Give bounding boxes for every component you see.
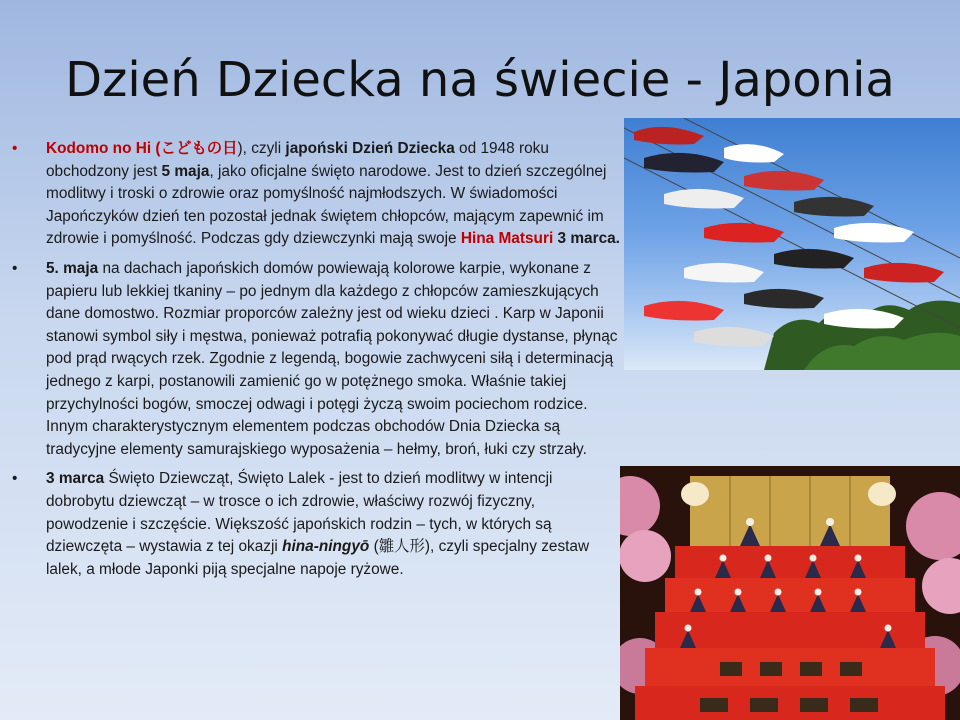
text-segment: 5. maja xyxy=(46,259,99,277)
text-segment: Kodomo no Hi ( xyxy=(46,140,161,157)
bullet-item-kodomo-no-hi xyxy=(10,138,620,251)
text-segment: 3 marca. xyxy=(553,230,620,248)
text-segment: od 1948 roku obchodzony jest xyxy=(46,140,549,180)
bullet-item-3-marca xyxy=(10,468,620,581)
bullet-item-5-maja xyxy=(10,258,620,461)
bullet-marker: • xyxy=(12,140,18,157)
text-segment: ), czyli xyxy=(237,140,286,157)
koinobori-photo xyxy=(624,118,960,370)
text-segment: Święto Dziewcząt, Święto Lalek - jest to dzień modlitwy w intencji dobrobytu dziewcząt – w trosce o ich zdrowie, właściwy rozwój fizyczny, powodzenie i szczęście. Większość japońskich rodzin – tych, w których są dziewczęta – wystawia z tej okazji xyxy=(46,470,553,556)
text-segment: (雛人形), czyli specjalny zestaw lalek, a młode Japonki piją specjalne napoje ryżowe. xyxy=(46,538,590,578)
hina-dolls-illustration xyxy=(620,466,960,720)
text-segment: na dachach japońskich domów powiewają kolorowe karpie, wykonane z papieru lub lekkiej tkaniny – po jednym dla każdego z chłopców zamieszkujących dane domostwo. Rozmiar proporców zależny jest od wieku dzieci . Karp w Japonii stanowi symbol siły i męstwa, ponieważ potrafią pokonywać długie dystanse, płynąc pod prąd rwących rzek. Zgodnie z legendą, bogowie zachwyceni siłą i determinacją jednego z karpi, postanowili zamienić go w potężnego smoka. Właśnie takiej przychylności bogów, smoczej odwagi i potęgi życzą swoim pociechom rodzice. Innym charakterystycznym elementem podczas obchodów Dnia Dziecka są tradycyjne elementy samurajskiego wyposażenia – hełmy, broń, łuki czy strzały. xyxy=(46,259,618,458)
bullet-marker: • xyxy=(12,259,18,277)
text-segment: , jako oficjalne święto narodowe. Jest to dzień szczególnej modlitwy i troski o zdrowie oraz pomyślność najmłodszych. W świadomości Japończyków dzień ten pozostał jednak świętem chłopców, mającym zapewnić im zdrowie i pomyślność. Podczas gdy dziewczynki mają swoje xyxy=(46,162,607,248)
text-segment: japoński Dzień Dziecka xyxy=(285,140,455,157)
text-segment: 5 maja xyxy=(161,162,210,180)
text-segment: 3 marca xyxy=(46,470,105,488)
koinobori-illustration xyxy=(624,118,960,370)
bullet-marker: • xyxy=(12,470,18,488)
bullet-list xyxy=(10,138,620,588)
slide-title: Dzień Dziecka na świecie - Japonia xyxy=(65,52,895,108)
hina-dolls-photo xyxy=(620,466,960,720)
text-segment: hina-ningyō xyxy=(282,538,370,556)
text-segment: Hina Matsuri xyxy=(460,230,554,248)
text-segment: こどもの日 xyxy=(160,140,238,157)
